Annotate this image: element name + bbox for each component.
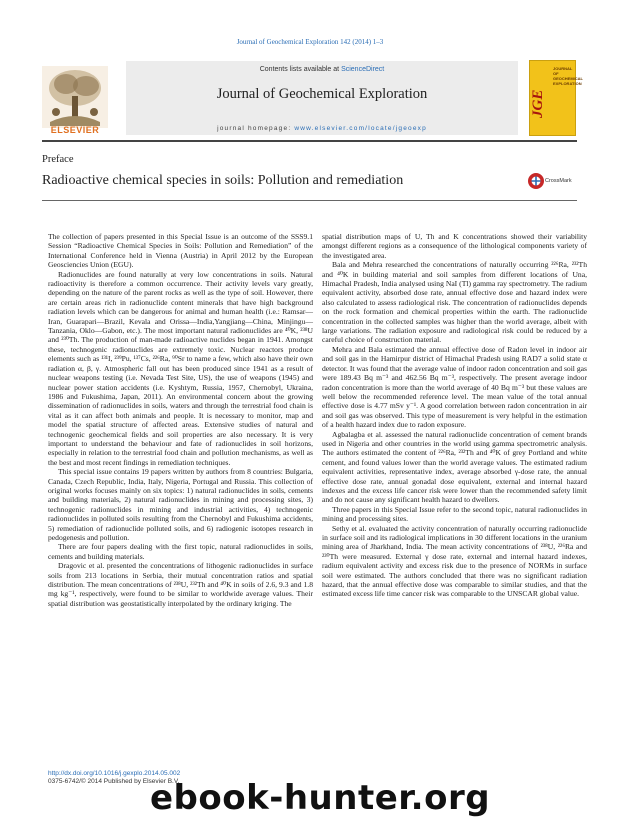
- homepage-prefix: journal homepage:: [217, 125, 295, 132]
- contents-prefix: Contents lists available at: [259, 66, 342, 73]
- paragraph: Radionuclides are found naturally at very low concentrations in soils. Natural radioactivity is therefore a common occurrence. Their activity levels vary greatly, depending on the nature of the parent rocks as well as the type of soil. However, there are certain areas rich in radionuclide content minerals that have high background radiation levels which can be dangerous for animal and human health (i.e.: Ramsar—Iran, Guarapari—Brazil, Kevala and Orissa—India,Yangjiang—China, Minjingu—Tanzania, Oklo—Gabon, etc.). The most important natural radionuclides are ⁴⁰K, ²³⁸U and ²³⁰Th. The production of man-made radioactive nuclides began in 1941. Amongst these, technogenic radionuclides are extremely toxic. Nuclear reactors produce elements such as ¹³¹I, ²³⁹Pu, ¹³⁷Cs, ²²⁶Ra, ⁹⁰Sr to name a few, which also have their own radiation α, β, γ. Atmospheric fall out has been produced since 1941 as a result of nuclear weapons testing (i.e. Nevada Test Site, US), the use of weapons (1945) and nuclear power station accidents (i.e. Kyshtym, Russia, 1957, Chernobyl, Ukraina, 1986 and Fukushima, Japan, 2011). An environmental concern about the growing dissemination of radionuclides in soils, waters and through the terrestrial food chain is vital as it can affect both animals and people. It is necessary to monitor, map and model the spatial structure of affected areas. Extensive studies of natural and technogenic geochemical fields and soil properties are also necessary. It is very important to understand the behaviour and fate of radionuclides in soil horizons, especially in relation to the terrestrial food chain and pollution mechanisms, as well as the best and most recent findings in remediation techniques.: [48, 269, 313, 467]
- section-label: Preface: [42, 154, 74, 165]
- paragraph: Bala and Mehra researched the concentrations of naturally occurring ²²⁶Ra, ²³²Th and ⁴⁰K in building material and soil samples from different locations of Una, Himachal Pradesh, India analysed using NaI (Tl) gamma ray spectrometry. The radium equivalent activity, absorbed dose rate, annual effective dose and hazard index were also calculated to assess radiological risk. The concentration of radionuclides depends on the rock formation and chemical properties within the earth. The radionuclide concentration in the collected samples was higher than the world average, albeit with large variations. The radiation exposure and radiological risk could be reduced by a careful choice of construction material.: [322, 260, 587, 345]
- header-divider: [42, 140, 577, 142]
- journal-citation[interactable]: Journal of Geochemical Exploration 142 (2014) 1–3: [236, 38, 384, 46]
- publisher-logo-text: ELSEVIER: [50, 125, 100, 135]
- contents-line: [126, 66, 518, 73]
- body-column-left: [48, 232, 313, 608]
- paragraph: This special issue contains 19 papers written by authors from 8 countries: Bulgaria, Canada, Czech Republic, India, Italy, Nigeria, Portugal and Russia. This collection of original works focuses mainly on six topics: 1) natural radionuclides in soils, cements and building materials, 2) natural radionuclides in mining and processing sites, 3) technogenic radionuclides in mining and industrial activities, 4) technogenic radionuclides in polluted soils resulting from the Chernobyl and Fukushima accidents, 5) remediation of radionuclide polluted soils, and 6) radiogenic isotopes research in pedogenesis and pollution.: [48, 467, 313, 542]
- paragraph: Dragovic et al. presented the concentrations of lithogenic radionuclides in surface soils from 213 locations in Serbia, their mutual concentration ratios and spatial distribution. The mean concentrations of ²³⁸U, ²³²Th and ⁴⁰K in soils of 2.6, 9.3 and 1.8 mg kg⁻¹, respectively, were found to be similar to worldwide average values. Their spatial distribution was geostatistically interpolated by the ordinary kriging. The: [48, 561, 313, 608]
- doi-link[interactable]: http://dx.doi.org/10.1016/j.gexplo.2014.05.002: [48, 770, 181, 777]
- homepage-link[interactable]: www.elsevier.com/locate/jgeoexp: [294, 125, 427, 132]
- body-column-right: [322, 232, 587, 599]
- watermark: ebook-hunter.org: [150, 778, 491, 818]
- paragraph: There are four papers dealing with the first topic, natural radionuclides in soils, cements and building materials.: [48, 542, 313, 561]
- cover-title: JOURNAL OF GEOCHEMICAL EXPLORATION: [553, 66, 583, 86]
- crossmark-label[interactable]: CrossMark: [545, 178, 572, 184]
- article-title: Radioactive chemical species in soils: Pollution and remediation: [42, 173, 404, 188]
- paragraph: spatial distribution maps of U, Th and K concentrations showed their variability amongst different regions as a consequence of the lithological components variety of the investigated area.: [322, 232, 587, 260]
- journal-title: Journal of Geochemical Exploration: [216, 86, 428, 102]
- copyright-line: 0375-6742/© 2014 Published by Elsevier B.V.: [48, 778, 180, 785]
- title-divider: [42, 200, 577, 201]
- paragraph: Mehra and Bala estimated the annual effective dose of Radon level in indoor air and soil gas in the Hamirpur district of Himachal Pradesh using RAD7 a solid state α detector. It was found that the average value of indoor radon concentration and soil gas were 189.43 Bq m⁻³ and 462.56 Bq m⁻³, respectively. The present average indoor radon concentration is more than the world average of 40 Bq m⁻³ but these values are well below the recommended reference level. The mean value of the total annual effective dose is 4.77 mSv y⁻¹. A good correlation between radon concentration in air and soil gas was observed. This type of measurement is very helpful in the estimation of a health hazard index due to radon exposure.: [322, 344, 587, 430]
- paragraph: The collection of papers presented in this Special Issue is an outcome of the SSS9.1 Session “Radioactive Chemical Species in Soils: Pollution and Remediation” of the International Conference held in Vienna (Austria) in April 2012 by the European Geosciencies Union (EGU).: [48, 232, 313, 270]
- paragraph: Agbalagba et al. assessed the natural radionuclide concentration of cement brands used in Nigeria and other countries in the world using gamma spectrometric analysis. The authors estimated the content of ²²⁶Ra, ²³²Th and ⁴⁰K of grey Portland and white cement, and found values lower than the world average values. The estimated radium equivalent activities, representative index, average absorbed γ-dose rate, the annual effective dose rate, annual gonadal dose equivalent, external and internal hazard indexes and the excess life cancer risk were lower than the recommended safety limit and do not cause any significant health hazard to dwellers.: [322, 429, 587, 505]
- paragraph: Sethy et al. evaluated the activity concentration of naturally occurring radionuclide in surface soil and its radiological implications in 30 different locations in the uranium mining area of Jharkhand, India. The mean activity concentrations of ²³⁸U, ²²⁶Ra and ²³⁰Th were measured. External γ dose rate, external and internal hazard indexes, radium equivalent activity and excess risk due to the presence of NORMs in surface soil were estimated. The authors concluded that there was no significant radiation hazard, that the annual effective dose was comparable to similar studies, and that the estimated excess life time cancer risk was comparable to the UNSCAR global value.: [322, 523, 587, 599]
- paragraph: Three papers in this Special Issue refer to the second topic, natural radionuclides in mining and processing sites.: [322, 504, 587, 524]
- journal-homepage: [126, 125, 518, 132]
- cover-abbrev: JGE: [530, 89, 546, 118]
- sciencedirect-link[interactable]: ScienceDirect: [341, 66, 385, 73]
- elsevier-tree-logo: [42, 62, 108, 132]
